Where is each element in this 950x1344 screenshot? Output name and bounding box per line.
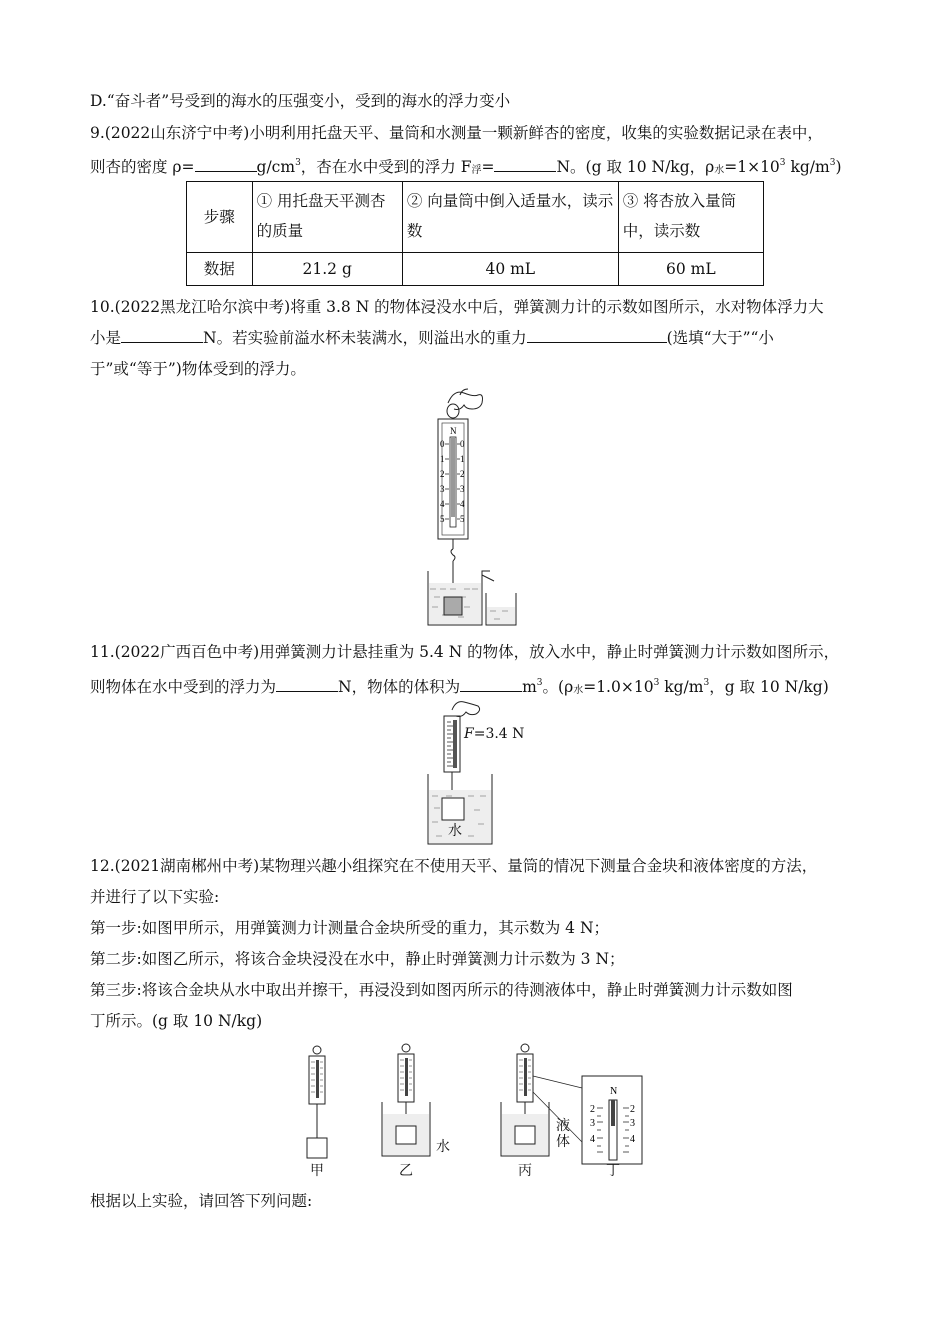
table-cell: 21.2 g (252, 253, 402, 286)
ring-icon (447, 404, 459, 418)
label-liquid: 液体 (556, 1118, 570, 1150)
object-block (442, 798, 464, 820)
q9-line-1: 9.(2022山东济宁中考)小明利用托盘天平、量筒和水测量一颗新鲜杏的密度，收集的实验数据记录在表中， (90, 124, 823, 142)
q12-step-3: 第三步:将该合金块从水中取出并擦干，再浸没到如图丙所示的待测液体中，静止时弹簧测力计示数如图 (90, 981, 793, 999)
alloy-block (396, 1126, 416, 1144)
superscript: 3 (703, 678, 710, 688)
q9-text: = (481, 158, 495, 176)
force-label (464, 726, 524, 742)
q11-text: =1.0×10 (583, 678, 654, 696)
table-header-cell: ② 向量筒中倒入适量水，读示数 (402, 182, 618, 253)
superscript: 3 (536, 678, 543, 688)
water-label: 水 (448, 823, 462, 839)
scale-tick-label-left: 4 (440, 499, 445, 509)
scale-tick-label-left: 3 (440, 484, 445, 494)
q10-buoyancy-blank[interactable] (121, 328, 203, 343)
table-header-cell: 步骤 (187, 182, 253, 253)
q11-text: 则物体在水中受到的浮力为 (90, 678, 277, 696)
spring-indicator (451, 437, 455, 517)
q9-line-2: 则杏的密度 $\rho= g/cm^3$，杏在水中受到的浮力 $F_浮= N$。(g 取 10 N/kg，$\rho_水=1\times 10^3$ $kg/m^3$) (90, 158, 842, 176)
spring-scale-body (444, 716, 460, 772)
q11-text: N，物体的体积为 (338, 678, 461, 696)
q12-step-3-cont: 丁所示。(g 取 10 N/kg) (90, 1012, 263, 1030)
q12-line-2: 并进行了以下实验: (90, 888, 220, 906)
scale-tick-label-left: 0 (440, 439, 445, 449)
table-cell: 数据 (187, 253, 253, 286)
scale-tick-label-right: 1 (460, 454, 465, 464)
scale-tick-label: 3 (630, 1118, 635, 1129)
scale-tick-label: 3 (590, 1118, 595, 1129)
q12-prompt: 根据以上实验，请回答下列问题: (90, 1192, 313, 1210)
table-cell: 60 mL (618, 253, 763, 286)
q10-line-2 (90, 327, 774, 349)
q8-option-d: D.“奋斗者”号受到的海水的压强变小，受到的海水的浮力变小 (90, 92, 511, 110)
object-block (444, 597, 462, 615)
q9-text: ，杏在水中受到的浮力 F (300, 158, 472, 176)
scale-tick-label: 4 (630, 1134, 635, 1145)
scale-tick-label-left: 1 (440, 454, 445, 464)
table-cell: 40 mL (402, 253, 618, 286)
subscript: 水 (573, 685, 584, 696)
hand-icon (448, 389, 483, 410)
table-header-cell: ① 用托盘天平测杏的质量 (252, 182, 402, 253)
spring-indicator (611, 1100, 615, 1126)
superscript: 3 (295, 158, 301, 168)
scale-unit: N (610, 1086, 618, 1097)
scale-tick-label-right: 3 (460, 484, 465, 494)
force-value: =3.4 N (473, 726, 525, 742)
q10-text: N。若实验前溢水杯未装满水，则溢出水的重力 (203, 329, 527, 347)
q9-buoyancy-blank[interactable] (494, 157, 556, 172)
table-row (187, 253, 764, 286)
table-row (187, 182, 764, 253)
subscript: 水 (714, 165, 725, 176)
q9-text: =1×10 (724, 158, 780, 176)
q11-text: ，g 取 10 N/kg) (709, 678, 829, 696)
q11-text: m (522, 678, 537, 696)
scale-yi (382, 1044, 430, 1156)
q9-text: N。(g 取 10 N/kg，ρ (556, 158, 715, 176)
scale-jia (307, 1046, 327, 1158)
scale-tick-label-right: 0 (460, 439, 465, 449)
scale-tick-label-left: 5 (440, 514, 445, 524)
q9-text: 则杏的密度 ρ= (90, 158, 195, 176)
q11-figure (418, 698, 538, 846)
hand-icon (452, 702, 480, 717)
q10-line-3: 于”或“等于”)物体受到的浮力。 (90, 360, 306, 378)
q12-step-2: 第二步:如图乙所示，将该合金块浸没在水中，静止时弹簧测力计示数为 3 N； (90, 950, 625, 968)
scale-tick-label-right: 5 (460, 514, 465, 524)
alloy-block (515, 1126, 535, 1144)
table-header-cell: ③ 将杏放入量筒中，读示数 (618, 182, 763, 253)
q9-text: kg/m (790, 158, 830, 176)
label-bing: 丙 (518, 1163, 532, 1179)
label-yi: 乙 (399, 1163, 413, 1179)
scale-ding-magnified (582, 1076, 642, 1164)
q10-text: 小是 (90, 329, 122, 347)
scale-tick-label-right: 2 (460, 469, 465, 479)
label-water: 水 (436, 1139, 450, 1155)
scale-unit: N (450, 426, 457, 436)
q11-volume-blank[interactable] (460, 677, 522, 692)
subscript: 浮 (471, 165, 482, 176)
scale-tick-label: 2 (630, 1104, 635, 1115)
label-ding: 丁 (606, 1163, 620, 1179)
superscript: 3 (653, 678, 660, 688)
scale-tick-label: 2 (590, 1104, 595, 1115)
q11-line-1: 11.(2022广西百色中考)用弹簧测力计悬挂重为 5.4 N 的物体，放入水中，静止时弹簧测力计示数如图所示， (90, 643, 840, 661)
superscript: 3 (829, 158, 836, 168)
q12-line-1: 12.(2021湖南郴州中考)某物理兴趣小组探究在不使用天平、量筒的情况下测量合金块和液体密度的方法， (90, 857, 818, 875)
label-jia: 甲 (310, 1163, 324, 1179)
scale-tick-label-right: 4 (460, 499, 465, 509)
q11-text: 。(ρ (542, 678, 574, 696)
q9-data-table (186, 181, 764, 286)
alloy-block (307, 1138, 327, 1158)
q10-line-1: 10.(2022黑龙江哈尔滨中考)将重 3.8 N 的物体浸没水中后，弹簧测力计的示数如图所示，水对物体浮力大 (90, 298, 824, 316)
q12-step-1: 第一步:如图甲所示，用弹簧测力计测量合金块所受的重力，其示数为 4 N； (90, 919, 610, 937)
scale-tick-label: 4 (590, 1134, 595, 1145)
q11-buoyancy-blank[interactable] (276, 677, 338, 692)
superscript: 3 (779, 158, 786, 168)
q12-figure (296, 1042, 656, 1182)
q11-text: kg/m (664, 678, 704, 696)
q10-compare-blank[interactable] (527, 328, 667, 343)
q9-density-blank[interactable] (195, 157, 257, 172)
scale-tick-label-left: 2 (440, 469, 445, 479)
q10-text: (选填“大于”“小 (666, 329, 774, 347)
force-symbol: F (464, 726, 474, 742)
q10-figure (420, 385, 540, 630)
q9-text: g/cm (256, 158, 296, 176)
